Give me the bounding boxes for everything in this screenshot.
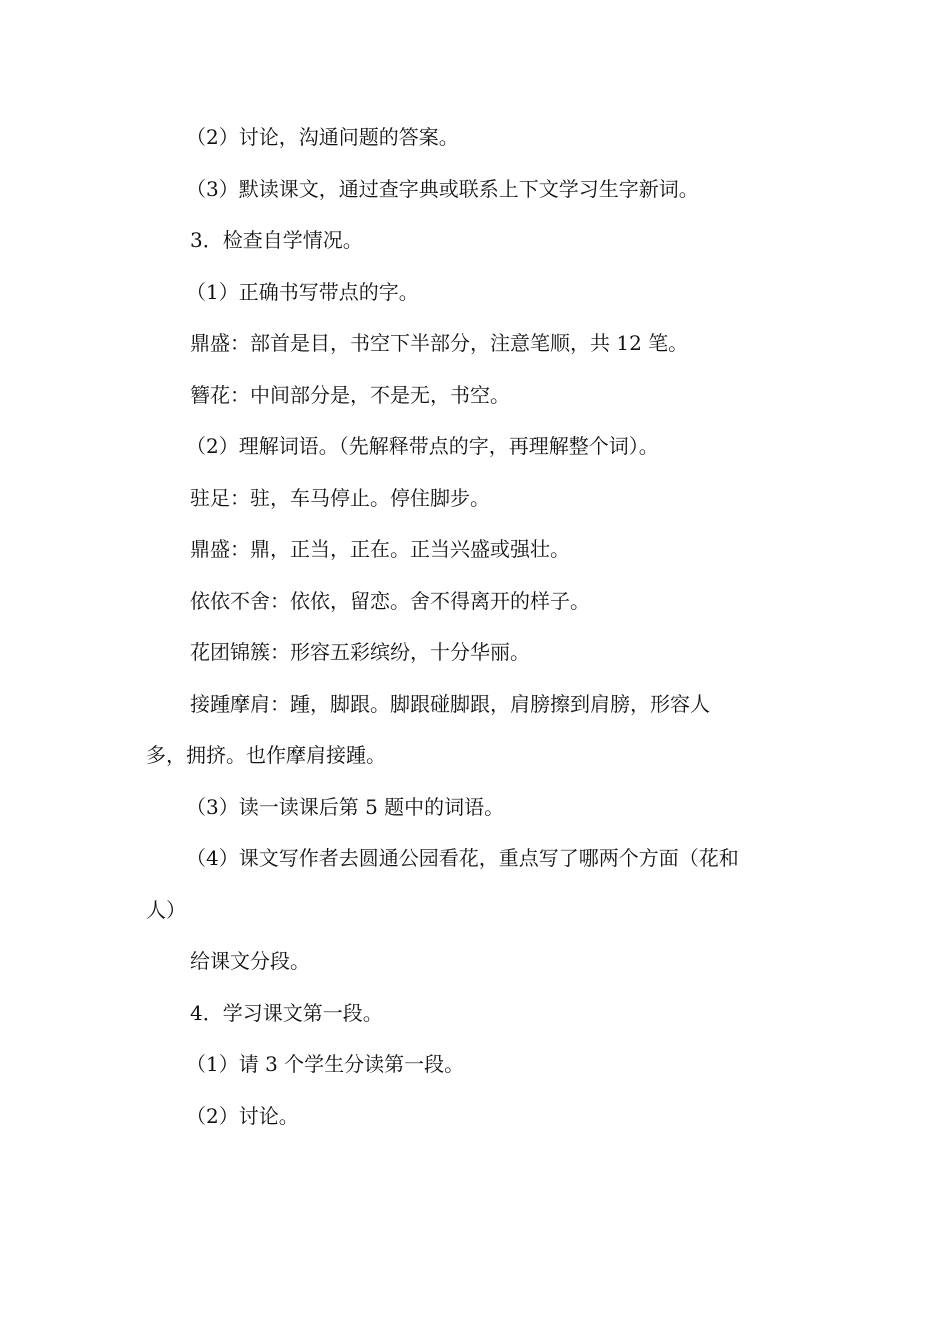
paragraph-line: 接踵摩肩：踵，脚跟。脚跟碰脚跟，肩膀擦到肩膀，形容人 [190, 691, 710, 716]
paragraph-line: （3）读一读课后第 5 题中的词语。 [186, 794, 505, 819]
paragraph-line: （1）正确书写带点的字。 [186, 279, 419, 304]
paragraph-line: （2）理解词语。（先解释带点的字，再理解整个词）。 [186, 434, 659, 458]
paragraph-line: 鼎盛：部首是目，书空下半部分，注意笔顺，共 12 笔。 [190, 331, 689, 355]
paragraph-line: 依依不舍：依依，留恋。舍不得离开的样子。 [190, 588, 590, 613]
paragraph-line: 花团锦簇：形容五彩缤纷，十分华丽。 [190, 640, 530, 664]
document-body [146, 112, 810, 1142]
paragraph-line: （2）讨论。 [186, 1103, 299, 1128]
paragraph-line: （3）默读课文，通过查字典或联系上下文学习生字新词。 [186, 176, 699, 201]
paragraph-line: （1）请 3 个学生分读第一段。 [186, 1052, 465, 1076]
paragraph-line: 鼎盛：鼎，正当，正在。正当兴盛或强壮。 [190, 537, 570, 561]
paragraph-line: 簪花：中间部分是，不是无，书空。 [190, 382, 510, 407]
section-heading: 4．学习课文第一段。 [190, 1000, 383, 1025]
section-heading: 3．检查自学情况。 [190, 228, 363, 252]
paragraph-line: （2）讨论，沟通问题的答案。 [186, 125, 459, 149]
paragraph-line: 给课文分段。 [190, 949, 310, 973]
paragraph-line-continuation: 人） [146, 897, 186, 922]
paragraph-line: 驻足：驻，车马停止。停住脚步。 [190, 485, 490, 510]
paragraph-line: （4）课文写作者去圆通公园看花，重点写了哪两个方面（花和 [186, 846, 739, 870]
paragraph-line-continuation: 多，拥挤。也作摩肩接踵。 [146, 743, 386, 767]
